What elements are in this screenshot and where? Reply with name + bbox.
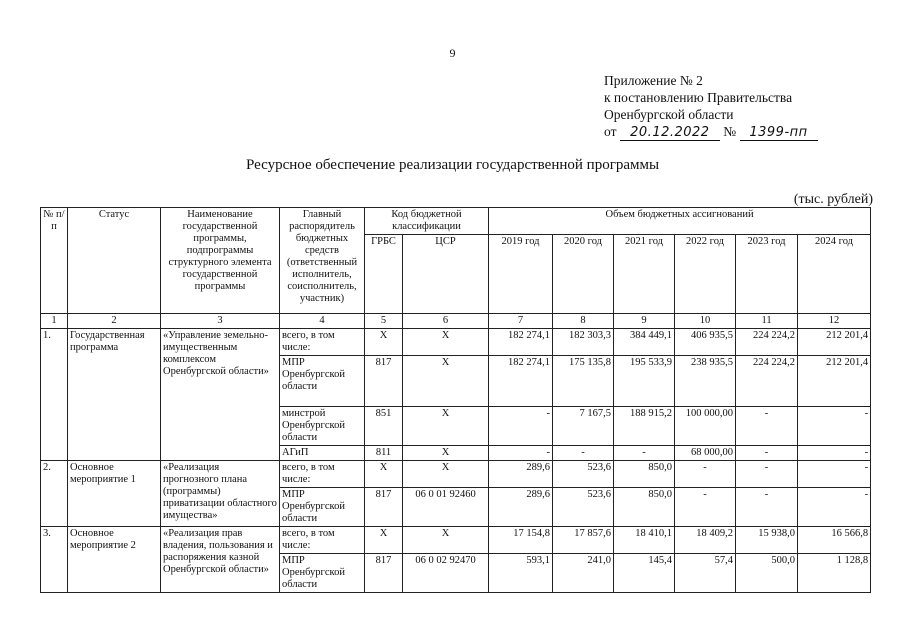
column-index: 9 — [614, 314, 675, 329]
appendix-block — [604, 72, 818, 141]
row-grbs: 817 — [365, 488, 403, 527]
column-index: 8 — [553, 314, 614, 329]
row-admin: МПР Оренбургской области — [280, 356, 365, 407]
column-index: 5 — [365, 314, 403, 329]
header-status: Статус — [68, 208, 161, 314]
header-year-2020: 2020 год — [553, 235, 614, 314]
row-grbs: Х — [365, 527, 403, 554]
column-index: 3 — [161, 314, 280, 329]
value-2024: - — [798, 461, 871, 488]
header-csr: ЦСР — [403, 235, 489, 314]
value-2020: 241,0 — [553, 554, 614, 593]
column-index: 4 — [280, 314, 365, 329]
value-2019: 182 274,1 — [489, 356, 553, 407]
document-title: Ресурсное обеспечение реализации государственной программы — [245, 157, 660, 173]
value-2019: 17 154,8 — [489, 527, 553, 554]
header-year-2023: 2023 год — [736, 235, 798, 314]
value-2021: - — [614, 446, 675, 461]
row-csr: Х — [403, 356, 489, 407]
units-label: (тыс. рублей) — [793, 192, 873, 207]
value-2024: - — [798, 488, 871, 527]
column-index: 12 — [798, 314, 871, 329]
appendix-title: Приложение № 2 — [604, 73, 703, 88]
value-2020: 523,6 — [553, 488, 614, 527]
date-prefix: от — [604, 124, 617, 139]
value-2022: 57,4 — [675, 554, 736, 593]
number-prefix: № — [723, 124, 737, 139]
value-2022: 100 000,00 — [675, 407, 736, 446]
value-2020: 523,6 — [553, 461, 614, 488]
row-admin: минстрой Оренбургской области — [280, 407, 365, 446]
value-2023: - — [736, 407, 798, 446]
value-2024: 16 566,8 — [798, 527, 871, 554]
value-2024: 212 201,4 — [798, 329, 871, 356]
value-2024: - — [798, 407, 871, 446]
value-2022: 18 409,2 — [675, 527, 736, 554]
column-index: 6 — [403, 314, 489, 329]
row-program-name: «Управление земельно-имущественным комплексом Оренбургской области» — [161, 329, 280, 461]
header-grbs: ГРБС — [365, 235, 403, 314]
value-2020: 182 303,3 — [553, 329, 614, 356]
row-csr: 06 0 01 92460 — [403, 488, 489, 527]
row-csr: Х — [403, 461, 489, 488]
row-status: Основное мероприятие 1 — [68, 461, 161, 527]
handwritten-number: 1399-пп — [740, 126, 818, 141]
resource-table — [40, 207, 871, 593]
value-2020: 7 167,5 — [553, 407, 614, 446]
value-2021: 850,0 — [614, 488, 675, 527]
table-row — [41, 527, 871, 554]
row-admin: МПР Оренбургской области — [280, 488, 365, 527]
value-2019: 289,6 — [489, 488, 553, 527]
row-program-name: «Реализация прав владения, пользования и распоряжения казной Оренбургской области» — [161, 527, 280, 593]
header-year-2024: 2024 год — [798, 235, 871, 314]
row-admin: всего, в том числе: — [280, 527, 365, 554]
table-body — [41, 329, 871, 593]
value-2019: - — [489, 407, 553, 446]
value-2021: 850,0 — [614, 461, 675, 488]
value-2021: 384 449,1 — [614, 329, 675, 356]
value-2024: 212 201,4 — [798, 356, 871, 407]
handwritten-date: 20.12.2022 — [620, 126, 720, 141]
value-2024: - — [798, 446, 871, 461]
header-name: Наименование государственной программы, подпрограммы структурного элемента государственной программы — [161, 208, 280, 314]
column-index: 2 — [68, 314, 161, 329]
value-2020: 175 135,8 — [553, 356, 614, 407]
column-index-row — [41, 314, 871, 329]
table-row — [41, 329, 871, 356]
value-2023: 224 224,2 — [736, 329, 798, 356]
row-admin: всего, в том числе: — [280, 329, 365, 356]
row-csr: Х — [403, 446, 489, 461]
header-year-2022: 2022 год — [675, 235, 736, 314]
row-grbs: Х — [365, 329, 403, 356]
value-2022: - — [675, 488, 736, 527]
row-admin: МПР Оренбургской области — [280, 554, 365, 593]
value-2021: 188 915,2 — [614, 407, 675, 446]
value-2019: 289,6 — [489, 461, 553, 488]
value-2020: 17 857,6 — [553, 527, 614, 554]
row-number: 3. — [41, 527, 68, 593]
row-admin: АГиП — [280, 446, 365, 461]
value-2022: 406 935,5 — [675, 329, 736, 356]
value-2023: - — [736, 488, 798, 527]
row-admin: всего, в том числе: — [280, 461, 365, 488]
appendix-date-line — [604, 123, 818, 141]
value-2022: 68 000,00 — [675, 446, 736, 461]
value-2019: 182 274,1 — [489, 329, 553, 356]
row-grbs: 851 — [365, 407, 403, 446]
appendix-region: Оренбургской области — [604, 107, 734, 122]
row-csr: 06 0 02 92470 — [403, 554, 489, 593]
table-header — [41, 208, 871, 329]
header-year-2019: 2019 год — [489, 235, 553, 314]
table-row — [41, 461, 871, 488]
column-index: 1 — [41, 314, 68, 329]
row-grbs: 817 — [365, 554, 403, 593]
value-2023: 500,0 — [736, 554, 798, 593]
value-2022: - — [675, 461, 736, 488]
row-csr: Х — [403, 527, 489, 554]
row-program-name: «Реализация прогнозного плана (программы) приватизации областного имущества» — [161, 461, 280, 527]
value-2020: - — [553, 446, 614, 461]
row-grbs: 811 — [365, 446, 403, 461]
value-2019: - — [489, 446, 553, 461]
column-index: 10 — [675, 314, 736, 329]
row-status: Государственная программа — [68, 329, 161, 461]
row-csr: Х — [403, 329, 489, 356]
column-index: 11 — [736, 314, 798, 329]
row-number: 2. — [41, 461, 68, 527]
value-2021: 18 410,1 — [614, 527, 675, 554]
column-index: 7 — [489, 314, 553, 329]
row-grbs: 817 — [365, 356, 403, 407]
value-2021: 145,4 — [614, 554, 675, 593]
header-budget-code: Код бюджетной классификации — [365, 208, 489, 235]
value-2023: - — [736, 446, 798, 461]
header-volume: Объем бюджетных ассигнований — [489, 208, 871, 235]
value-2024: 1 128,8 — [798, 554, 871, 593]
row-csr: Х — [403, 407, 489, 446]
page-number: 9 — [449, 46, 456, 60]
value-2023: - — [736, 461, 798, 488]
appendix-resolution: к постановлению Правительства — [604, 90, 793, 105]
value-2022: 238 935,5 — [675, 356, 736, 407]
row-number: 1. — [41, 329, 68, 461]
value-2021: 195 533,9 — [614, 356, 675, 407]
row-grbs: Х — [365, 461, 403, 488]
value-2023: 15 938,0 — [736, 527, 798, 554]
value-2023: 224 224,2 — [736, 356, 798, 407]
value-2019: 593,1 — [489, 554, 553, 593]
header-year-2021: 2021 год — [614, 235, 675, 314]
header-admin: Главный распорядитель бюджетных средств (ответственный исполнитель, соисполнитель, участник) — [280, 208, 365, 314]
row-status: Основное мероприятие 2 — [68, 527, 161, 593]
header-num: № п/п — [41, 208, 68, 314]
